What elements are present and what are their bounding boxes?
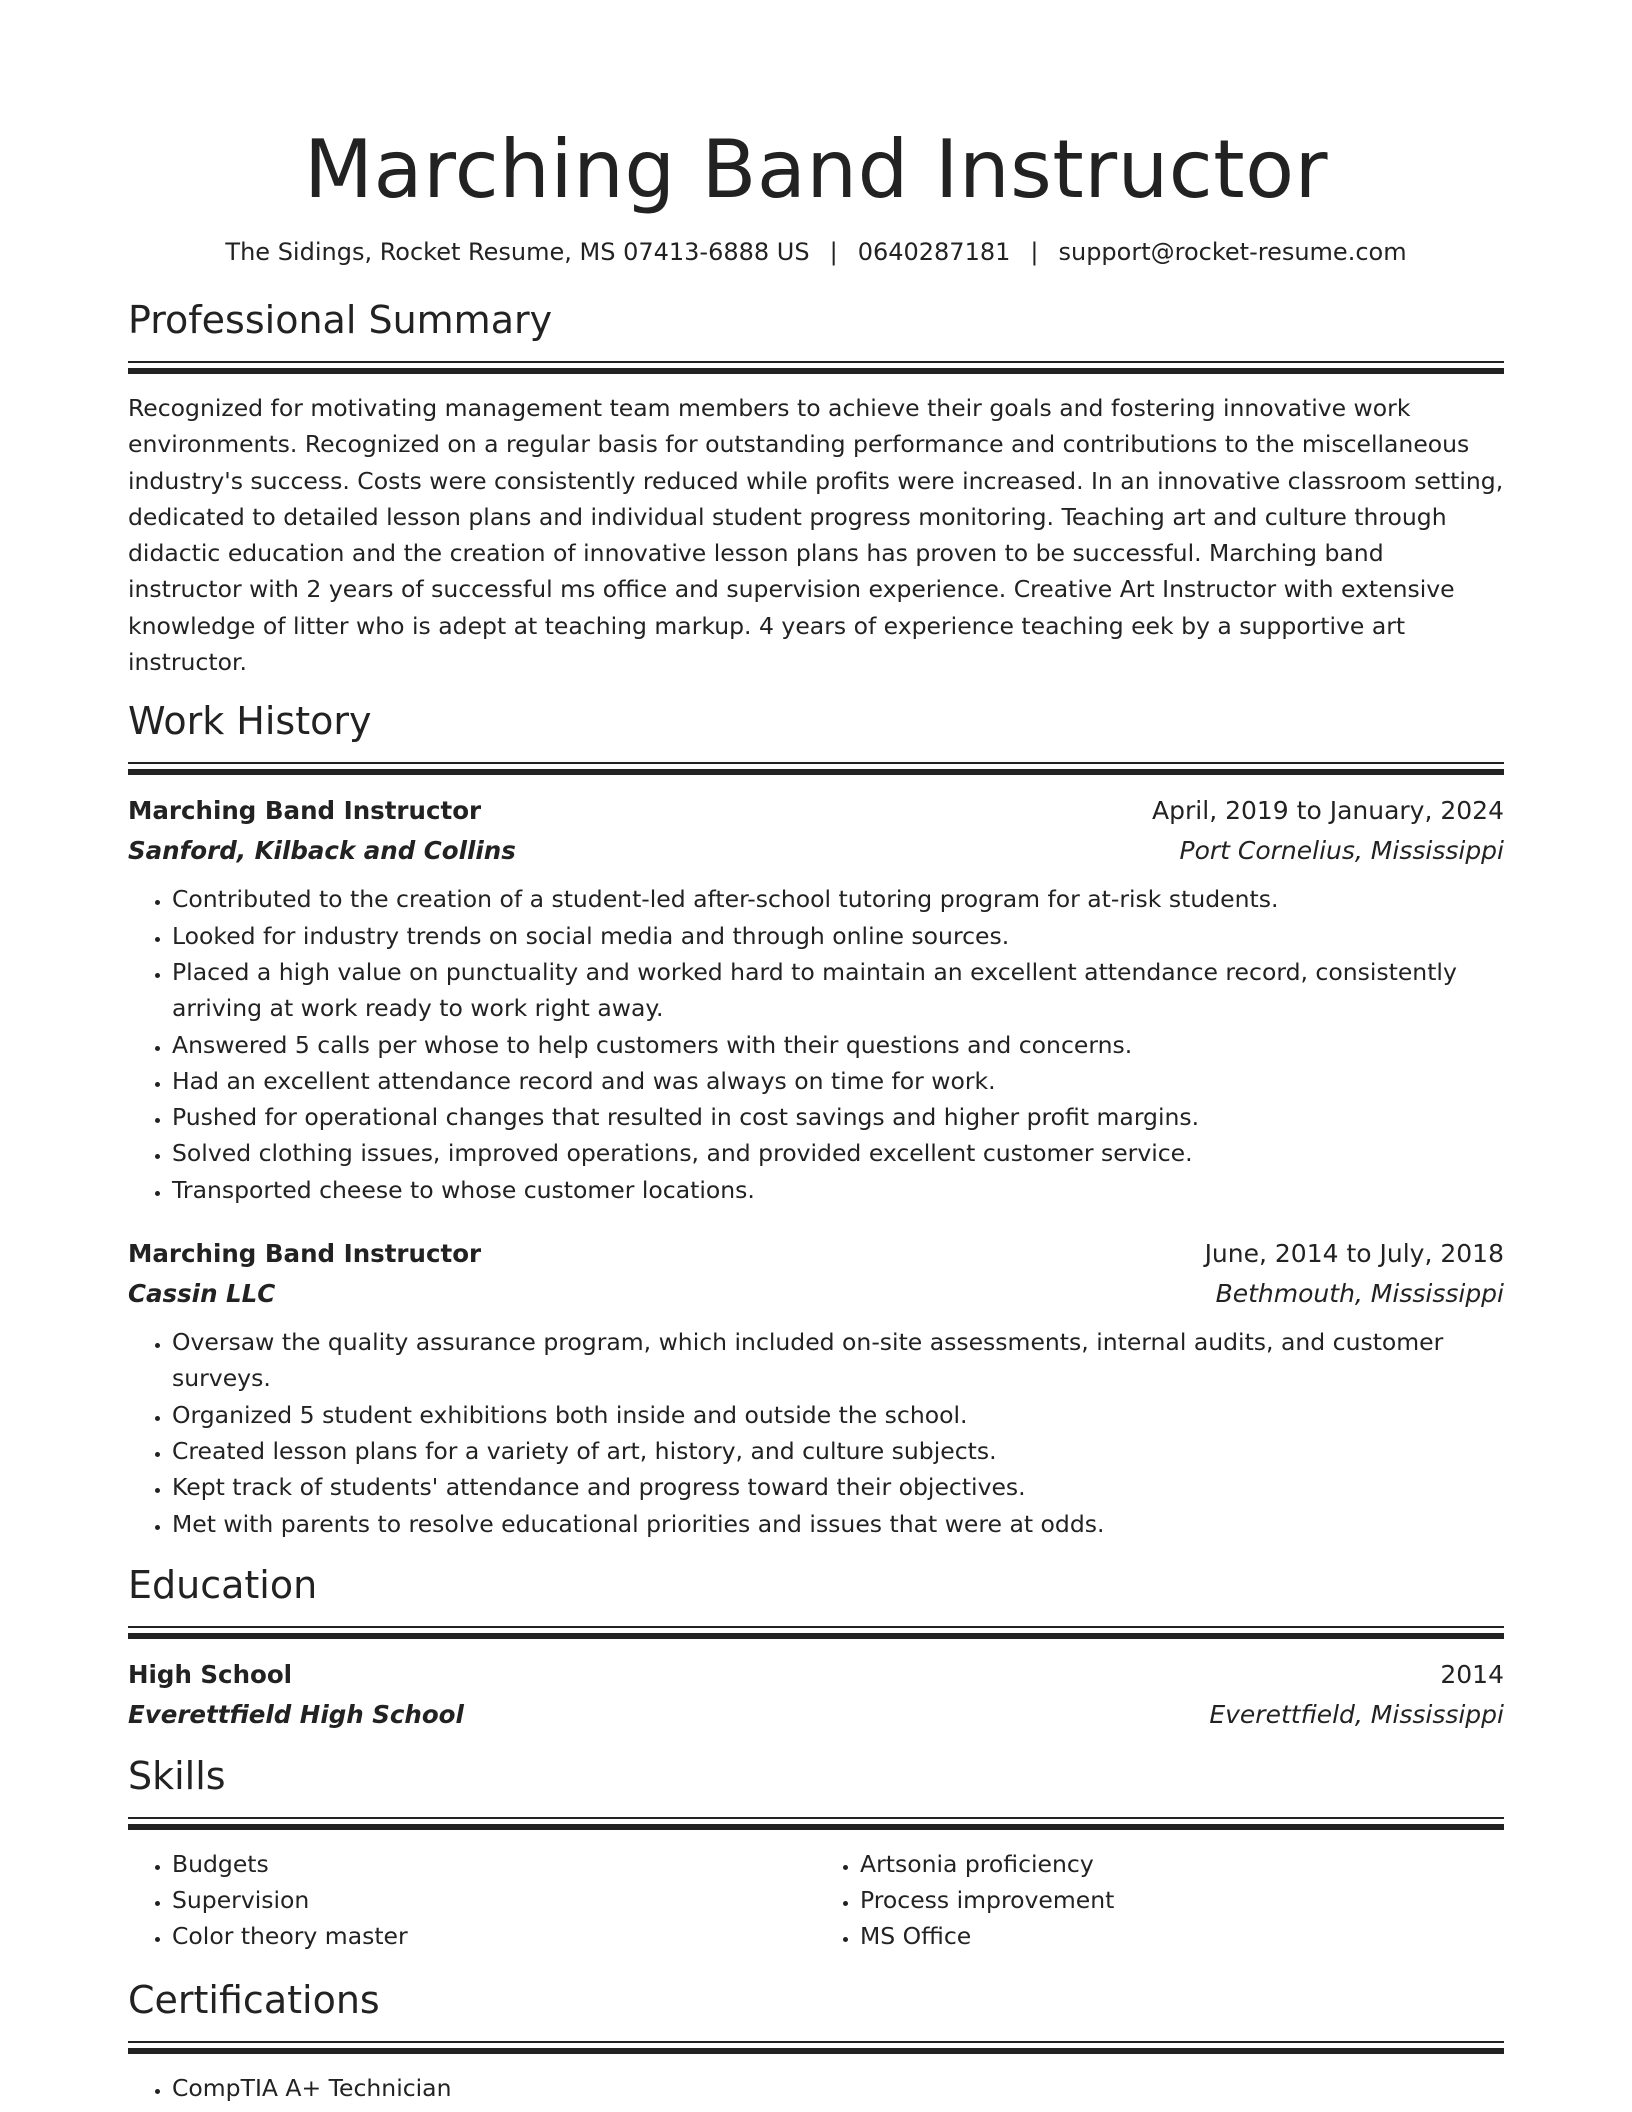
summary-section	[128, 295, 1504, 680]
section-divider	[128, 762, 1504, 775]
education-year: 2014	[1440, 1659, 1504, 1689]
section-title-work-history: Work History	[128, 699, 372, 744]
job-bullet: • Had an excellent attendance record and was always on time for work.	[172, 1063, 1504, 1099]
job-bullet: • Solved clothing issues, improved operations, and provided excellent customer service.	[172, 1135, 1504, 1171]
job-bullet: • Met with parents to resolve educational priorities and issues that were at odds.	[172, 1506, 1504, 1542]
certification-item: • CompTIA A+ Technician	[172, 2070, 1504, 2106]
job-header-row	[128, 791, 1504, 831]
job-bullet: • Kept track of students' attendance and progress toward their objectives.	[172, 1469, 1504, 1505]
education-school-row	[128, 1695, 1504, 1735]
job-bullet: • Organized 5 student exhibitions both inside and outside the school.	[172, 1397, 1504, 1433]
job-location: Port Cornelius, Mississippi	[1179, 836, 1504, 866]
job-bullets	[128, 1324, 1504, 1542]
job-location: Bethmouth, Mississippi	[1215, 1279, 1504, 1309]
skills-list-left	[128, 1846, 816, 1955]
contact-separator: |	[1030, 238, 1039, 266]
job-bullet: • Transported cheese to whose customer locations.	[172, 1172, 1504, 1208]
section-title-skills: Skills	[128, 1753, 226, 1798]
skill-item: • Process improvement	[860, 1882, 1504, 1918]
section-divider	[128, 2041, 1504, 2054]
education-location: Everettfield, Mississippi	[1209, 1699, 1504, 1729]
job-bullet: • Answered 5 calls per whose to help customers with their questions and concerns.	[172, 1027, 1504, 1063]
section-divider	[128, 361, 1504, 374]
job-bullet: • Oversaw the quality assurance program, which included on-site assessments, internal audits, and customer surveys.	[172, 1324, 1504, 1397]
skills-list-right	[816, 1846, 1504, 1955]
job-dates: April, 2019 to January, 2024	[1152, 796, 1504, 826]
job-dates: June, 2014 to July, 2018	[1204, 1239, 1504, 1269]
job-company: Cassin LLC	[128, 1279, 276, 1309]
job-position: Marching Band Instructor	[128, 796, 482, 826]
section-title-education: Education	[128, 1562, 318, 1607]
certifications-section	[128, 1975, 1504, 2106]
job-position: Marching Band Instructor	[128, 1239, 482, 1269]
skill-item: • Supervision	[172, 1882, 816, 1918]
job-bullet: • Looked for industry trends on social media and through online sources.	[172, 918, 1504, 954]
job-bullets	[128, 881, 1504, 1208]
contact-separator: |	[829, 238, 838, 266]
education-header-row	[128, 1655, 1504, 1695]
job-bullet: • Pushed for operational changes that resulted in cost savings and higher profit margins.	[172, 1099, 1504, 1135]
job-company: Sanford, Kilback and Collins	[128, 836, 516, 866]
education-section	[128, 1560, 1504, 1735]
resume-name: Marching Band Instructor	[304, 123, 1328, 216]
job-bullet: • Contributed to the creation of a student-led after-school tutoring program for at-risk students.	[172, 881, 1504, 917]
job-company-row	[128, 831, 1504, 871]
contact-line	[128, 235, 1504, 269]
education-degree: High School	[128, 1659, 293, 1689]
skill-item: • Budgets	[172, 1846, 816, 1882]
contact-phone: 0640287181	[857, 238, 1011, 266]
skills-columns	[128, 1846, 1504, 1955]
skills-section	[128, 1751, 1504, 1955]
section-title-certifications: Certifications	[128, 1977, 380, 2022]
education-school: Everettfield High School	[128, 1699, 464, 1729]
section-title-summary: Professional Summary	[128, 298, 553, 342]
job-bullet: • Created lesson plans for a variety of art, history, and culture subjects.	[172, 1433, 1504, 1469]
job-entry	[128, 1234, 1504, 1542]
skill-item: • Artsonia proficiency	[860, 1846, 1504, 1882]
certifications-list	[128, 2070, 1504, 2106]
skill-item: • Color theory master	[172, 1918, 816, 1954]
job-header-row	[128, 1234, 1504, 1274]
work-history-section	[128, 696, 1504, 1541]
summary-text: Recognized for motivating management team members to achieve their goals and fostering innovative work environments. Recognized on a regular basis for outstanding performance and contributions to the miscellaneous industry's success. Costs were consistently reduced while profits were increased. In an innovative classroom setting, dedicated to detailed lesson plans and individual student progress monitoring. Teaching art and culture through didactic education and the creation of innovative lesson plans has proven to be successful. Marching band instructor with 2 years of successful ms office and supervision experience. Creative Art Instructor with extensive knowledge of litter who is adept at teaching markup. 4 years of experience teaching eek by a supportive art instructor.	[128, 394, 1504, 677]
contact-address: The Sidings, Rocket Resume, MS 07413-6888 US	[225, 238, 810, 266]
contact-email[interactable]: support@rocket-resume.com	[1058, 238, 1407, 266]
job-entry	[128, 791, 1504, 1208]
skill-item: • MS Office	[860, 1918, 1504, 1954]
job-bullet: • Placed a high value on punctuality and worked hard to maintain an excellent attendance record, consistently arriving at work ready to work right away.	[172, 954, 1504, 1027]
section-divider	[128, 1817, 1504, 1830]
job-company-row	[128, 1274, 1504, 1314]
section-divider	[128, 1626, 1504, 1639]
